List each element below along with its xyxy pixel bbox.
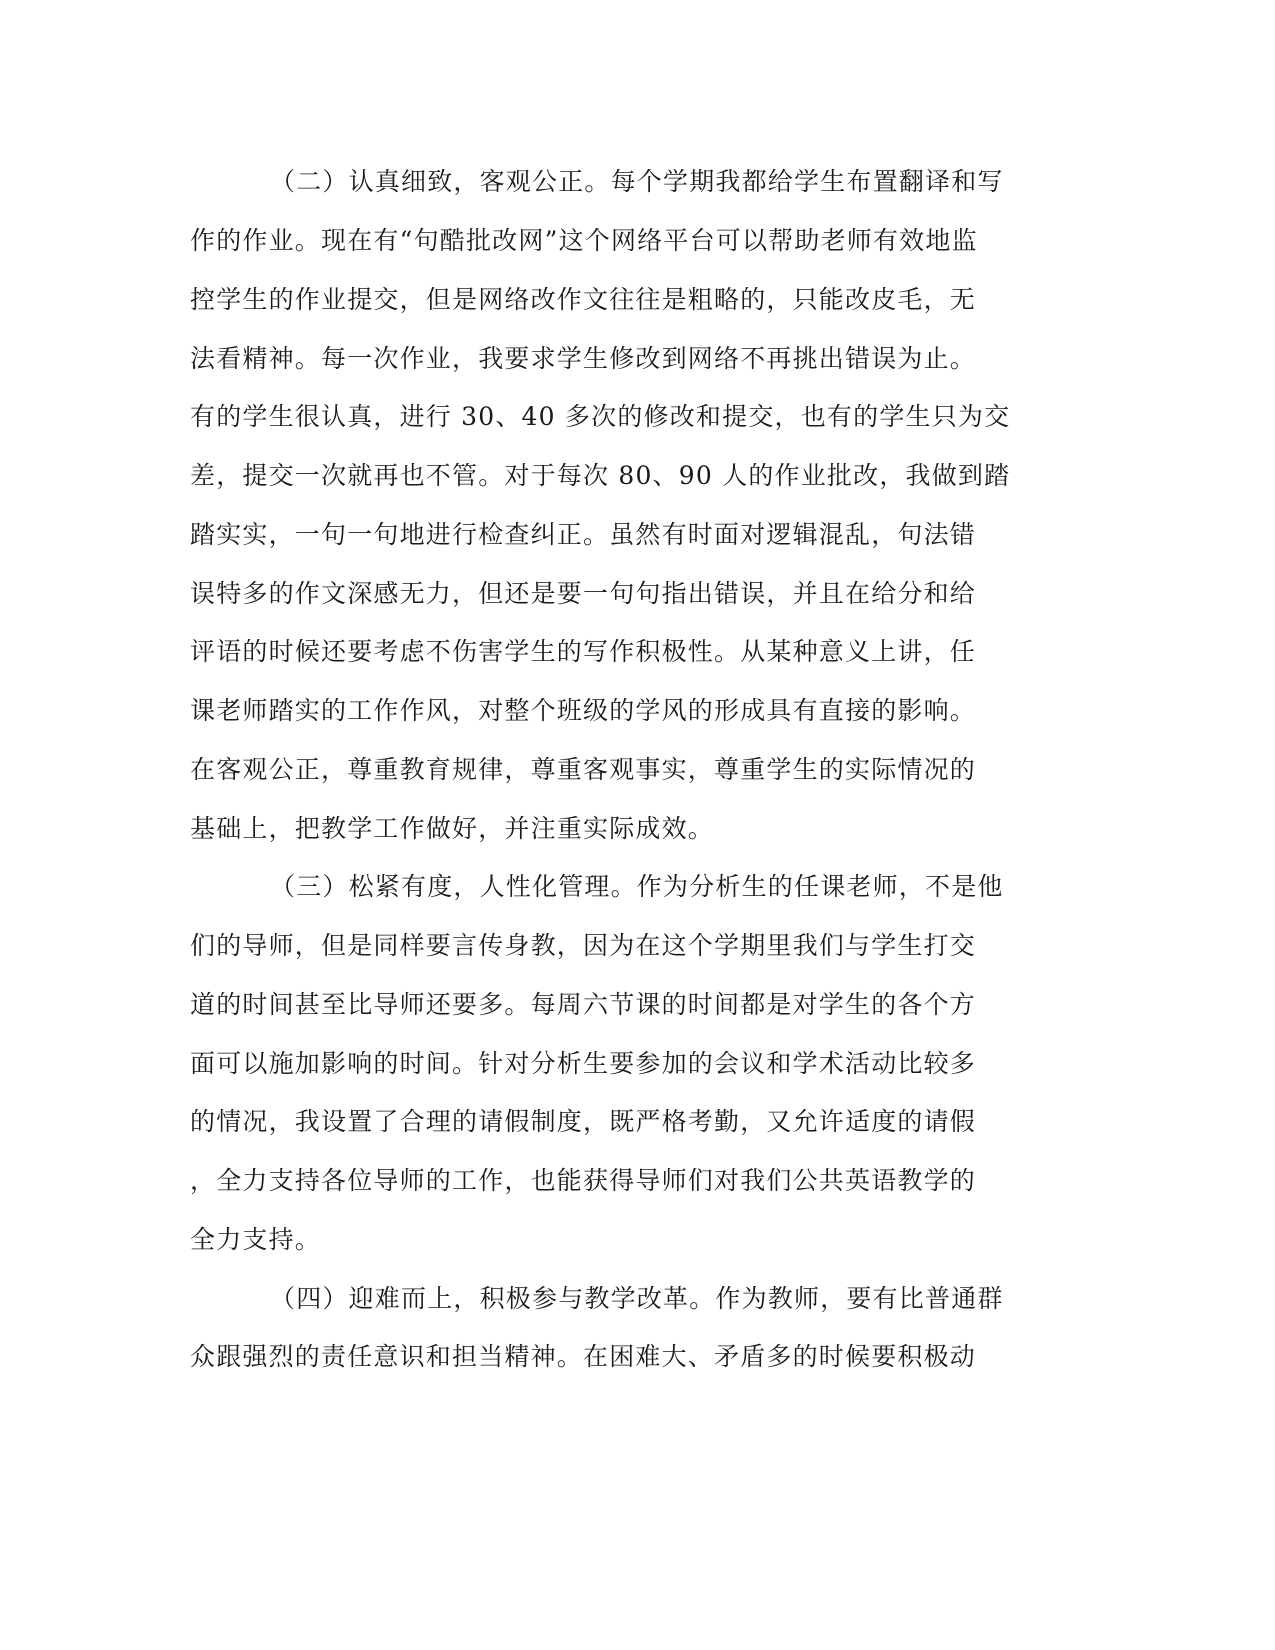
text-line: 法看精神。每一次作业，我要求学生修改到网络不再挑出错误为止。 xyxy=(190,344,977,373)
text-line: 评语的时候还要考虑不伤害学生的写作积极性。从某种意义上讲，任 xyxy=(190,637,977,666)
text-line: 众跟强烈的责任意识和担当精神。在困难大、矛盾多的时候要积极动 xyxy=(190,1342,977,1371)
text-line: 差，提交一次就再也不管。对于每次 80、90 人的作业批改，我做到踏 xyxy=(190,461,1011,490)
text-line: 基础上，把教学工作做好，并注重实际成效。 xyxy=(190,814,715,843)
text-line: 面可以施加影响的时间。针对分析生要参加的会议和学术活动比较多 xyxy=(190,1049,977,1078)
text-line: ，全力支持各位导师的工作，也能获得导师们对我们公共英语教学的 xyxy=(190,1166,977,1195)
text-line: 全力支持。 xyxy=(190,1225,322,1254)
text-line: 误特多的作文深感无力，但还是要一句句指出错误，并且在给分和给 xyxy=(190,579,977,608)
text-line: 踏实实，一句一句地进行检查纠正。虽然有时面对逻辑混乱，句法错 xyxy=(190,520,977,549)
paragraph-3-heading-line: （三）松紧有度，人性化管理。作为分析生的任课老师，不是他 xyxy=(270,872,1004,901)
text-line: 道的时间甚至比导师还要多。每周六节课的时间都是对学生的各个方 xyxy=(190,990,977,1019)
text-line: 的情况，我设置了合理的请假制度，既严格考勤，又允许适度的请假 xyxy=(190,1107,977,1136)
text-line: 在客观公正，尊重教育规律，尊重客观事实，尊重学生的实际情况的 xyxy=(190,755,977,784)
text-line: 们的导师，但是同样要言传身教，因为在这个学期里我们与学生打交 xyxy=(190,931,977,960)
text-line: 有的学生很认真，进行 30、40 多次的修改和提交，也有的学生只为交 xyxy=(190,402,1011,431)
text-line: 课老师踏实的工作作风，对整个班级的学风的形成具有直接的影响。 xyxy=(190,696,977,725)
text-line: 控学生的作业提交，但是网络改作文往往是粗略的，只能改皮毛，无 xyxy=(190,285,977,314)
text-line: 作的作业。现在有“句酷批改网”这个网络平台可以帮助老师有效地监 xyxy=(190,226,978,255)
paragraph-4-heading-line: （四）迎难而上，积极参与教学改革。作为教师，要有比普通群 xyxy=(270,1284,1004,1313)
paragraph-2-heading-line: （二）认真细致，客观公正。每个学期我都给学生布置翻译和写 xyxy=(270,167,1004,196)
